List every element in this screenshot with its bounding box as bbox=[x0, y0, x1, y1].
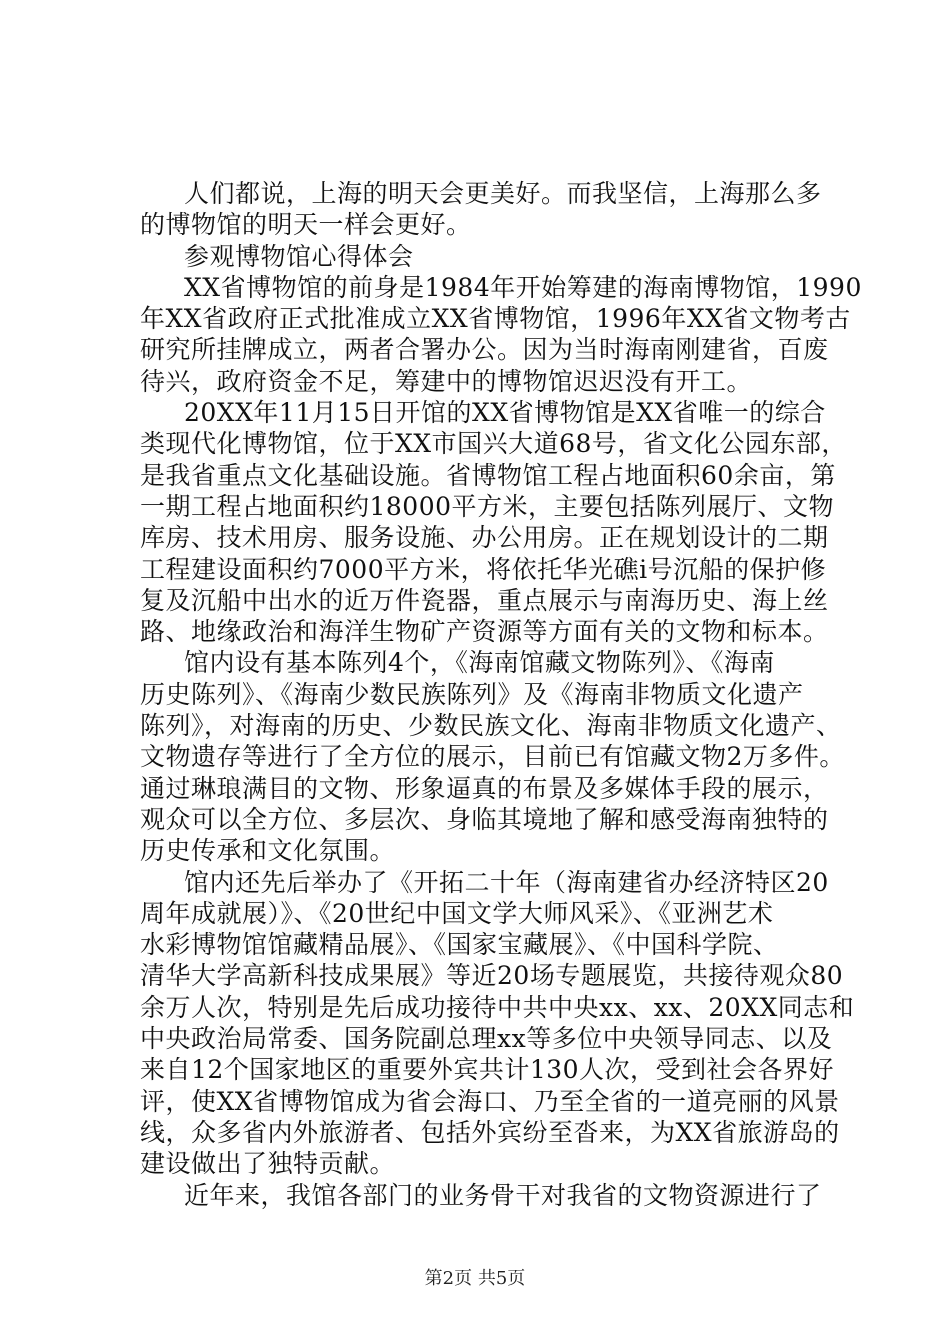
text-line: 路、地缘政治和海洋生物矿产资源等方面有关的文物和标本。 bbox=[140, 617, 829, 647]
text-line: 历史传承和文化氛围。 bbox=[140, 836, 396, 866]
text-line: 清华大学高新科技成果展》等近20场专题展览，共接待观众80 bbox=[140, 961, 844, 991]
text-line: 周年成就展）》、《20世纪中国文学大师风采》、《亚洲艺术 bbox=[140, 898, 774, 928]
text-line: 研究所挂牌成立，两者合署办公。因为当时海南刚建省，百废 bbox=[140, 335, 829, 365]
text-line: 是我省重点文化基础设施。省博物馆工程占地面积60余亩，第 bbox=[140, 460, 836, 490]
text-line: 评，使XX省博物馆成为省会海口、乃至全省的一道亮丽的风景 bbox=[140, 1086, 840, 1116]
text-line: 类现代化博物馆，位于XX市国兴大道68号，省文化公园东部， bbox=[140, 429, 847, 459]
text-line: 观众可以全方位、多层次、身临其境地了解和感受海南独特的 bbox=[140, 804, 829, 834]
text-line: 余万人次，特别是先后成功接待中共中央xx、xx、20XX同志和 bbox=[140, 992, 855, 1022]
text-line: 近年来，我馆各部门的业务骨干对我省的文物资源进行了 bbox=[184, 1180, 822, 1210]
text-line: 20XX年11月15日开馆的XX省博物馆是XX省唯一的综合 bbox=[184, 398, 826, 428]
text-line: 水彩博物馆馆藏精品展》、《国家宝藏展》、《中国科学院、 bbox=[140, 930, 779, 960]
page-footer: 第2页 共5页 bbox=[424, 1268, 526, 1289]
text-line: 工程建设面积约7000平方米，将依托华光礁i号沉船的保护修 bbox=[140, 554, 827, 584]
text-line: 通过琳琅满目的文物、形象逼真的布景及多媒体手段的展示， bbox=[140, 773, 829, 803]
text-line: 库房、技术用房、服务设施、办公用房。正在规划设计的二期 bbox=[140, 523, 829, 553]
text-line: 人们都说，上海的明天会更美好。而我坚信，上海那么多 bbox=[184, 179, 822, 208]
text-line: 线，众多省内外旅游者、包括外宾纷至沓来，为XX省旅游岛的 bbox=[140, 1117, 840, 1147]
text-line: 年XX省政府正式批准成立XX省博物馆，1996年XX省文物考古 bbox=[140, 304, 851, 334]
document-body bbox=[140, 178, 862, 1211]
text-line: 历史陈列》、《海南少数民族陈列》及《海南非物质文化遗产 bbox=[140, 679, 804, 709]
text-line: 馆内还先后举办了《开拓二十年（海南建省办经济特区20 bbox=[184, 867, 829, 897]
text-line: 建设做出了独特贡献。 bbox=[140, 1149, 396, 1179]
text-line: 的博物馆的明天一样会更好。 bbox=[140, 210, 472, 240]
text-line: 一期工程占地面积约18000平方米，主要包括陈列展厅、文物 bbox=[140, 491, 835, 521]
text-line: 陈列》，对海南的历史、少数民族文化、海南非物质文化遗产、 bbox=[140, 711, 842, 741]
text-line: 文物遗存等进行了全方位的展示，目前已有馆藏文物2万多件。 bbox=[140, 742, 845, 772]
text-line: 中央政治局常委、国务院副总理xx等多位中央领导同志、以及 bbox=[140, 1024, 833, 1054]
text-line: 待兴，政府资金不足，筹建中的博物馆迟迟没有开工。 bbox=[140, 366, 753, 396]
text-line: 参观博物馆心得体会 bbox=[184, 241, 414, 271]
text-line: XX省博物馆的前身是1984年开始筹建的海南博物馆，1990 bbox=[184, 272, 862, 302]
text-line: 来自12个国家地区的重要外宾共计130人次，受到社会各界好 bbox=[140, 1055, 835, 1085]
text-line: 馆内设有基本陈列4个，《海南馆藏文物陈列》、《海南 bbox=[184, 648, 775, 678]
text-line: 复及沉船中出水的近万件瓷器，重点展示与南海历史、海上丝 bbox=[140, 585, 829, 615]
